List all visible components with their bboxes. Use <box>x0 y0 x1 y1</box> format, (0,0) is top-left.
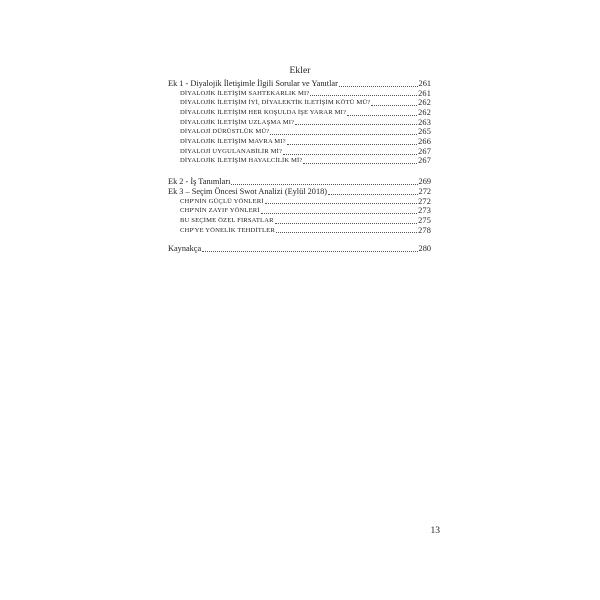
dot-leader <box>275 223 417 224</box>
dot-leader <box>276 232 417 233</box>
toc-subentry-page: 273 <box>418 206 431 216</box>
toc-entry <box>168 79 431 89</box>
toc-subentry-title: DİYALOJİK İLETİŞİM UZLAŞMA MI? <box>180 118 295 126</box>
toc-subentry-page: 262 <box>418 98 431 108</box>
dot-leader <box>371 105 417 106</box>
dot-leader <box>347 115 417 116</box>
toc-entry-title: Ek 1 - Diyalojik İletişimle İlgili Sorular ve Yanıtlar <box>168 78 338 88</box>
dot-leader <box>265 203 418 204</box>
dot-leader <box>339 86 418 87</box>
toc-subentry-title: DİYALOJİ UYGULANABİLİR Mİ? <box>180 147 283 155</box>
dot-leader <box>287 144 417 145</box>
toc-entry <box>168 244 431 254</box>
toc-subentry-page: 266 <box>418 137 431 147</box>
toc-entry-page: 272 <box>418 186 431 196</box>
dot-leader <box>202 251 417 252</box>
page-number: 13 <box>430 526 440 536</box>
toc-subentry <box>168 157 431 167</box>
toc-subentry-title: DİYALOJİK İLETİŞİM MAVRA MI? <box>180 138 286 146</box>
toc-subentry-title: CHP'YE YÖNELİK TEHDİTLER <box>180 226 275 234</box>
toc-subentry <box>168 98 431 108</box>
toc-subentry <box>168 127 431 137</box>
toc-entry-page: 269 <box>418 177 431 187</box>
toc-subentry-title: DİYALOJİK İLETİŞİM HAYALCİLİK Mİ? <box>180 157 303 165</box>
toc-subentry <box>168 137 431 147</box>
dot-leader <box>295 124 417 125</box>
toc-subentry-page: 262 <box>418 108 431 118</box>
toc-subentry <box>168 216 431 226</box>
toc-subentry <box>168 89 431 99</box>
toc-subentry-page: 261 <box>418 88 431 98</box>
dot-leader <box>283 154 417 155</box>
toc-entry-title: Ek 2 - İş Tanımları <box>168 177 231 187</box>
dot-leader <box>303 163 417 164</box>
toc-subentry <box>168 147 431 157</box>
toc-subentry-title: DİYALOJİK İLETİŞİM İYİ, DİYALEKTİK İLETİŞİM KÖTÜ MÜ? <box>180 99 371 107</box>
dot-leader <box>328 194 418 195</box>
toc-subentry <box>168 206 431 216</box>
toc-entry <box>168 177 431 187</box>
toc-subentry-title: DİYALOJİK İLETİŞİM SAHTEKARLIK MI? <box>180 89 310 97</box>
page-heading: Ekler <box>289 66 311 76</box>
toc-subentry <box>168 226 431 236</box>
toc-subentry-page: 267 <box>418 146 431 156</box>
toc-entry-page: 261 <box>418 78 431 88</box>
toc-subentry-title: DİYALOJİK İLETİŞİM HER KOŞULDA İŞE YARAR MI? <box>180 109 347 117</box>
toc-subentry-title: DİYALOJİ DÜRÜSTLÜK MÜ? <box>180 128 270 136</box>
toc-subentry-page: 278 <box>418 225 431 235</box>
dot-leader <box>270 134 417 135</box>
toc-subentry-page: 275 <box>418 215 431 225</box>
dot-leader <box>310 95 417 96</box>
spacer <box>168 235 431 244</box>
toc-subentry-title: CHP'NİN ZAYIF YÖNLERİ <box>180 207 260 215</box>
toc-entry-title: Ek 3 – Seçim Öncesi Swot Analizi (Eylül 2018) <box>168 186 328 196</box>
toc-entry <box>168 187 431 197</box>
toc-entry-title: Kaynakça <box>168 244 202 254</box>
toc-subentry-page: 272 <box>418 196 431 206</box>
dot-leader <box>231 184 417 185</box>
toc-entry-page: 280 <box>418 244 431 254</box>
toc-subentry-page: 263 <box>418 117 431 127</box>
table-of-contents <box>168 79 431 254</box>
toc-subentry <box>168 108 431 118</box>
toc-subentry-page: 265 <box>418 127 431 137</box>
toc-subentry <box>168 118 431 128</box>
spacer <box>168 166 431 177</box>
toc-subentry-title: CHP'NİN GÜÇLÜ YÖNLERİ <box>180 197 264 205</box>
toc-subentry <box>168 197 431 207</box>
toc-subentry-title: BU SEÇİME ÖZEL FIRSATLAR <box>180 216 274 224</box>
dot-leader <box>261 213 417 214</box>
toc-subentry-page: 267 <box>418 156 431 166</box>
